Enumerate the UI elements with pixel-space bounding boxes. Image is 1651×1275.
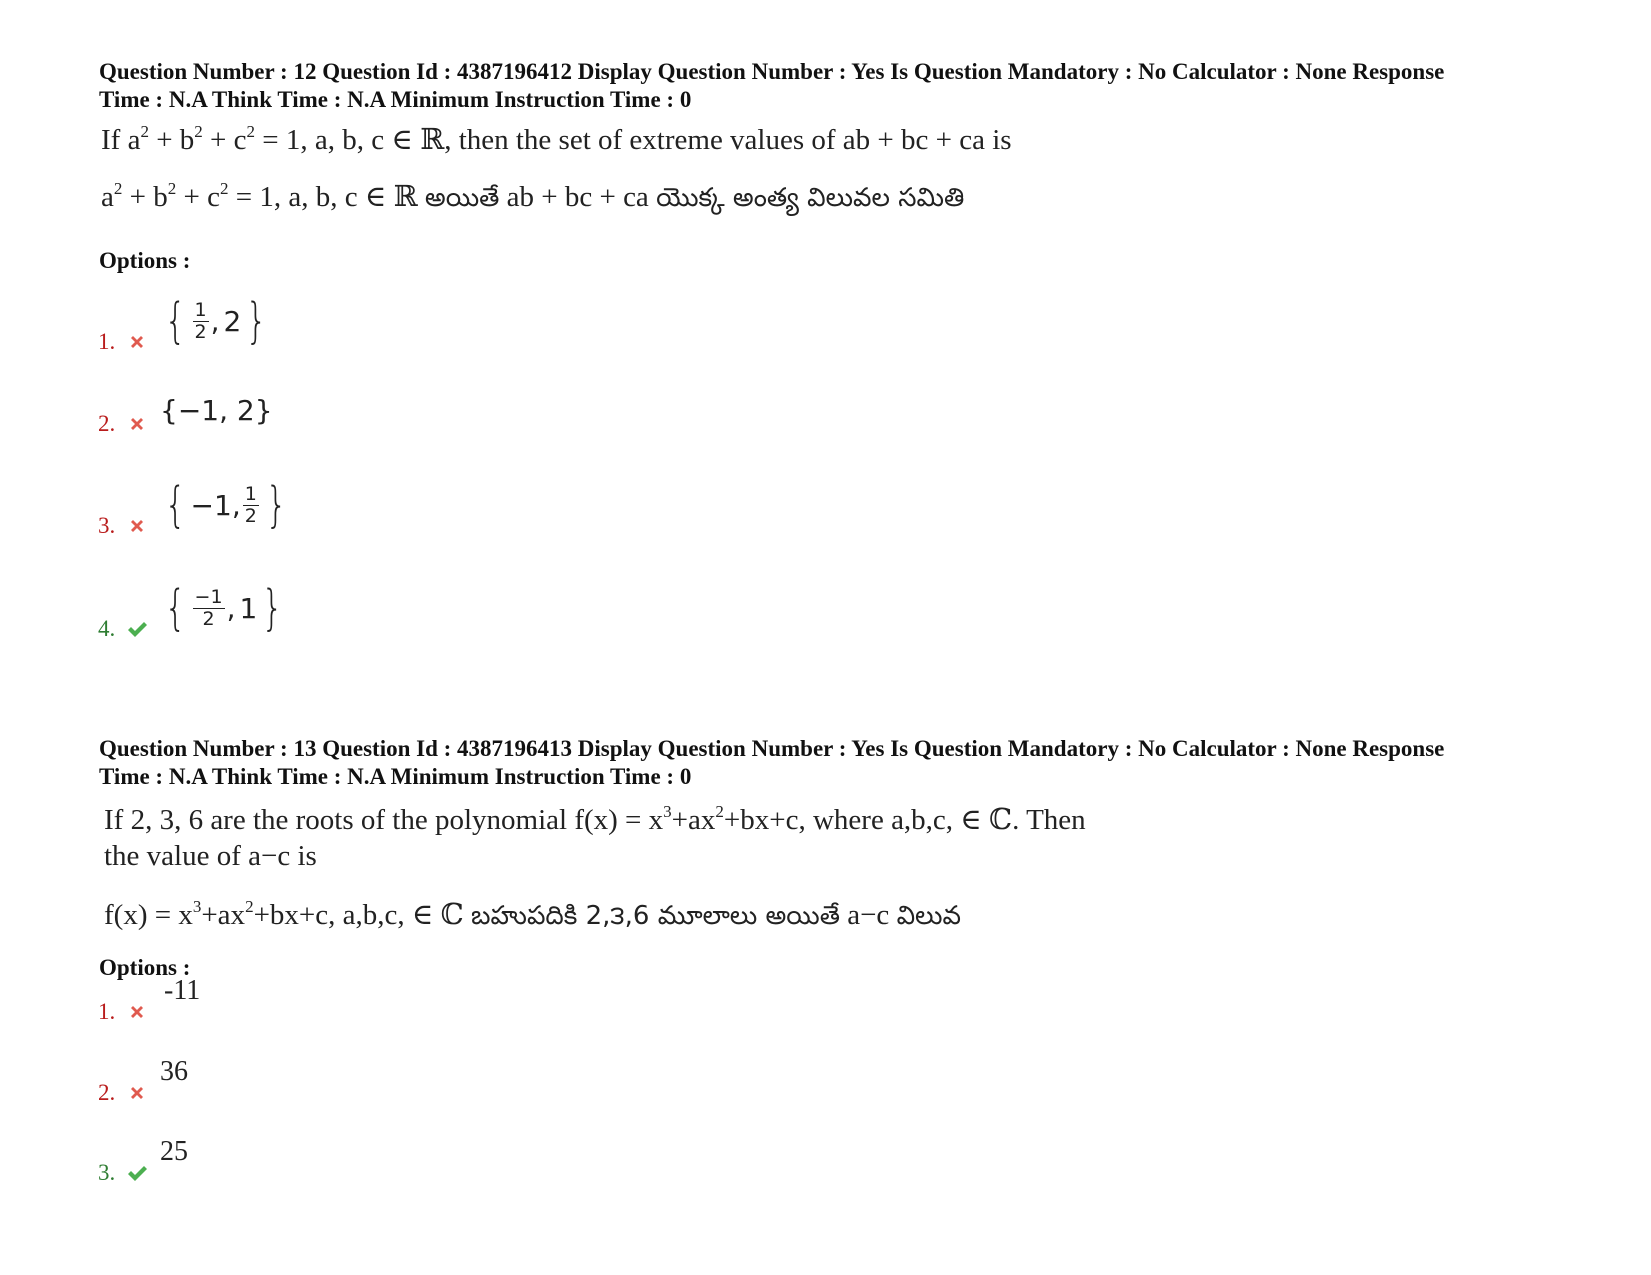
option-3: [98, 1116, 698, 1186]
check-icon: [126, 1162, 148, 1184]
option-3: [98, 469, 698, 539]
option-value: { −1, $\frac{1}{2}$ }: [164, 477, 287, 533]
option-value: { $\frac{-1}{2}$ , 1 }: [164, 580, 284, 636]
question-meta-line-1: Question Number : 12 Question Id : 4387196412 Display Question Number : Yes Is Question Mandatory : No Calculator : None Response: [99, 59, 1445, 84]
options-label: Options :: [99, 955, 191, 980]
question-meta-line-1: Question Number : 13 Question Id : 4387196413 Display Question Number : Yes Is Question Mandatory : No Calculator : None Response: [99, 736, 1445, 761]
question-12-text-telugu: $a^2 + b^2 + c^2 = 1$, a, b, c ∈ ℝ అయితే ab + bc + ca యొక్క అంత్య విలువల సమితి: [101, 179, 965, 213]
option-number: 2.: [98, 1080, 116, 1105]
cross-icon: [126, 515, 148, 537]
cross-icon: [126, 413, 148, 435]
option-number: 3.: [98, 513, 116, 538]
option-number: 2.: [98, 411, 116, 436]
question-12-text-english: If $a^2 + b^2 + c^2 = 1$, a, b, c ∈ ℝ, then the set of extreme values of ab + bc + ca is: [101, 122, 1012, 156]
question-13-text-telugu: $f(x) = x^3+ax^2+bx+c$, a,b,c, ∈ ℂ బహుపదికి 2,౩,6 మూలాలు అయితే a−c విలువ: [104, 897, 961, 931]
option-value: { $\frac{1}{2}$ , 2 }: [164, 293, 268, 349]
option-number: 3.: [98, 1160, 116, 1185]
option-number: 1.: [98, 999, 116, 1024]
options-label: Options :: [99, 248, 191, 273]
question-meta-line-2: Time : N.A Think Time : N.A Minimum Instruction Time : 0: [99, 87, 692, 112]
option-2: [98, 367, 698, 437]
cross-icon: [126, 331, 148, 353]
question-13-meta: [99, 735, 1579, 791]
question-12-meta: [99, 58, 1579, 114]
option-number: 1.: [98, 329, 116, 354]
option-4: [98, 572, 698, 642]
cross-icon: [126, 1082, 148, 1104]
cross-icon: [126, 1001, 148, 1023]
question-13-text-english: If 2, 3, 6 are the roots of the polynomial $f(x) = x^3+ax^2+bx+c$, where a,b,c, ∈ ℂ. Then the value of a−c is: [104, 802, 1086, 872]
option-1: [98, 285, 698, 355]
option-value: 36: [160, 1056, 188, 1087]
option-value: {−1, 2}: [160, 394, 273, 427]
check-icon: [126, 618, 148, 640]
question-meta-line-2: Time : N.A Think Time : N.A Minimum Instruction Time : 0: [99, 764, 692, 789]
option-value: -11: [164, 975, 201, 1006]
option-2: [98, 1036, 698, 1106]
option-1: [98, 955, 698, 1025]
option-value: 25: [160, 1136, 188, 1167]
option-number: 4.: [98, 616, 116, 641]
